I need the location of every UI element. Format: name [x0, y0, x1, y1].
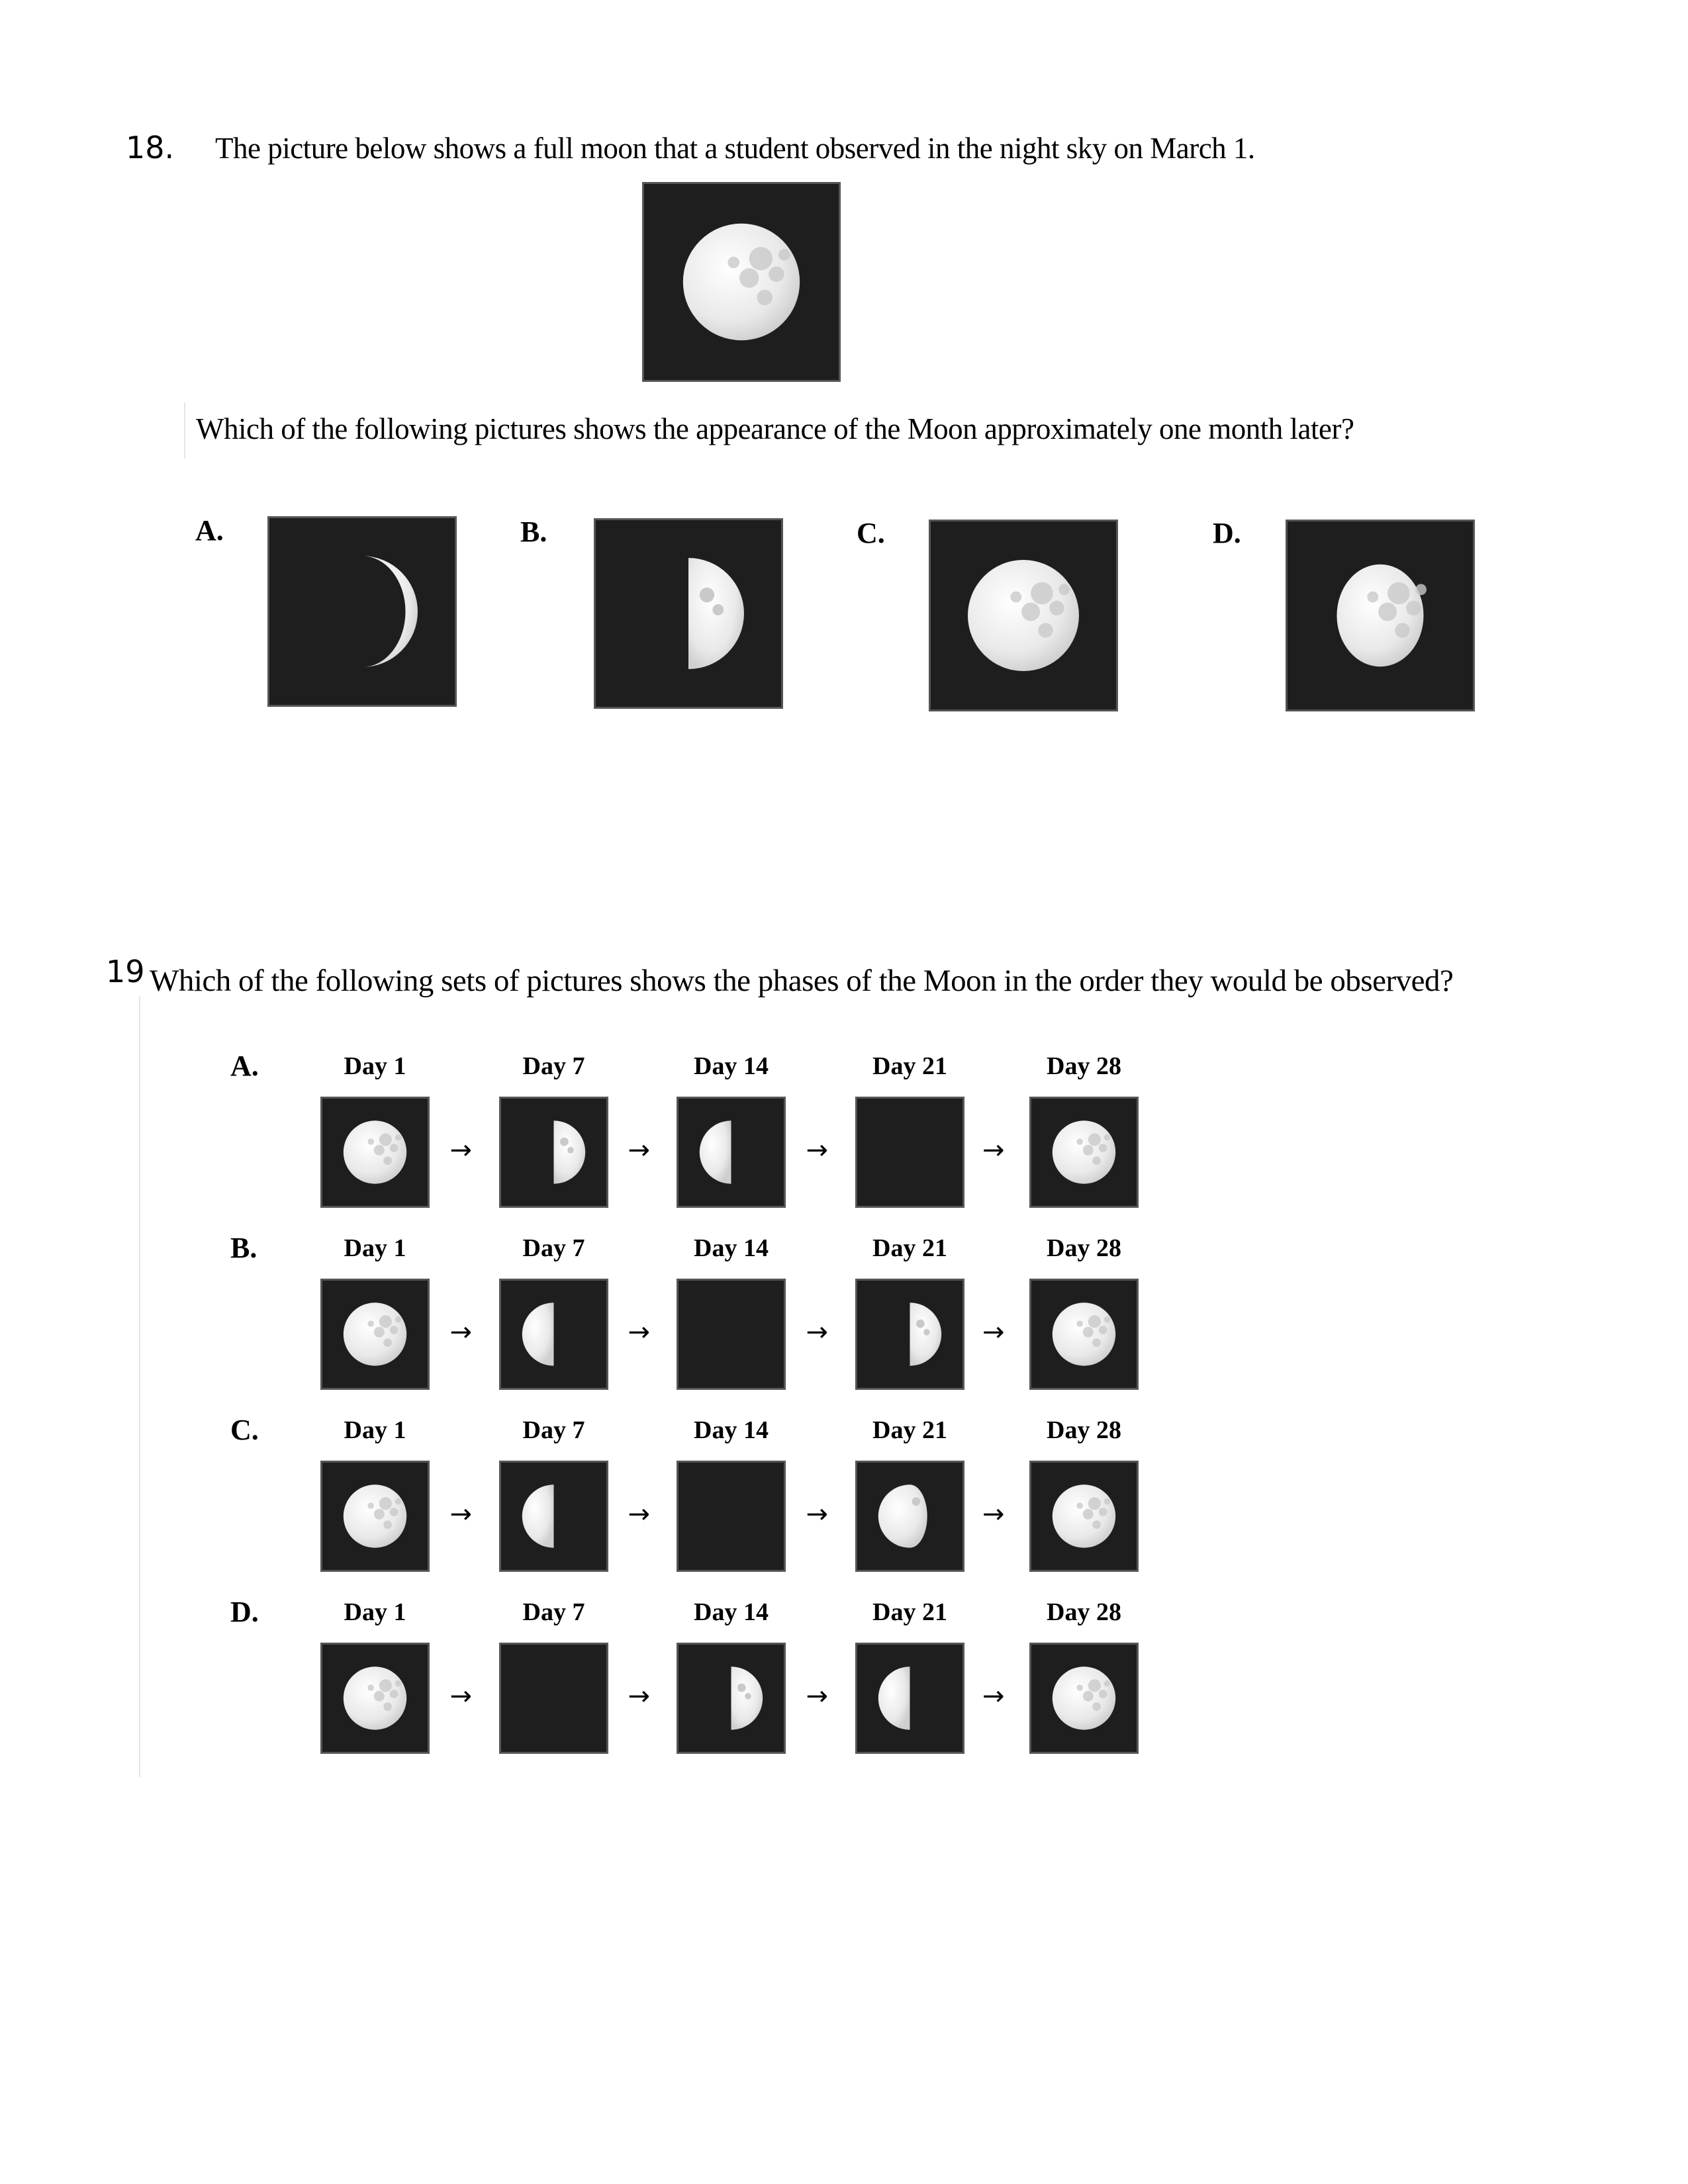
divider — [139, 996, 140, 1777]
day-label: Day 14 — [694, 1234, 769, 1262]
arrow-right-icon: → — [449, 1681, 473, 1711]
arrow-right-icon: → — [628, 1681, 651, 1711]
moon-first-quarter-icon — [679, 1645, 784, 1752]
arrow-right-icon: → — [982, 1135, 1005, 1165]
moon-phase-image — [677, 1461, 786, 1572]
day-label: Day 1 — [344, 1416, 406, 1444]
q18-reference-moon-image — [642, 182, 841, 382]
day-label: Day 1 — [344, 1234, 406, 1262]
day-label: Day 21 — [872, 1598, 947, 1626]
question-18-number: 18. — [126, 130, 175, 165]
moon-full-icon — [1031, 1645, 1137, 1752]
moon-phase-image — [677, 1097, 786, 1208]
q18-option-a-image[interactable] — [267, 516, 457, 707]
q18-option-c-label: C. — [857, 517, 885, 549]
moon-full-icon — [1031, 1099, 1137, 1206]
day-label: Day 7 — [522, 1416, 585, 1444]
moon-phase-image — [855, 1461, 964, 1572]
moon-new-icon — [857, 1099, 962, 1206]
q19-option-d-label[interactable]: D. — [230, 1596, 259, 1628]
day-label: Day 14 — [694, 1416, 769, 1444]
moon-phase-image — [677, 1279, 786, 1390]
day-label: Day 7 — [522, 1234, 585, 1262]
moon-last-quarter-icon — [501, 1463, 606, 1570]
moon-phase-image — [499, 1097, 608, 1208]
moon-phase-image — [677, 1643, 786, 1754]
day-label: Day 28 — [1047, 1052, 1121, 1080]
arrow-right-icon: → — [449, 1317, 473, 1347]
day-label: Day 21 — [872, 1052, 947, 1080]
arrow-right-icon: → — [982, 1499, 1005, 1529]
day-label: Day 21 — [872, 1416, 947, 1444]
arrow-right-icon: → — [982, 1317, 1005, 1347]
day-label: Day 28 — [1047, 1598, 1121, 1626]
moon-full-icon — [322, 1463, 428, 1570]
moon-waning-gibbous-icon — [857, 1463, 962, 1570]
moon-new-icon — [679, 1463, 784, 1570]
question-19-number: 19 — [106, 954, 145, 989]
moon-gibbous-small-icon — [1288, 522, 1473, 709]
question-18-stem: The picture below shows a full moon that a student observed in the night sky on March 1. — [215, 132, 1255, 165]
divider — [184, 402, 185, 459]
arrow-right-icon: → — [628, 1499, 651, 1529]
moon-full-icon — [644, 184, 839, 380]
q19-option-c-label[interactable]: C. — [230, 1414, 259, 1446]
arrow-right-icon: → — [449, 1499, 473, 1529]
moon-last-quarter-icon — [501, 1281, 606, 1388]
arrow-right-icon: → — [628, 1135, 651, 1165]
day-label: Day 14 — [694, 1052, 769, 1080]
day-label: Day 28 — [1047, 1234, 1121, 1262]
day-label: Day 21 — [872, 1234, 947, 1262]
day-label: Day 1 — [344, 1052, 406, 1080]
moon-phase-image — [320, 1097, 430, 1208]
arrow-right-icon: → — [449, 1135, 473, 1165]
moon-first-quarter-icon — [596, 520, 781, 707]
moon-phase-image — [855, 1097, 964, 1208]
moon-phase-image — [499, 1279, 608, 1390]
moon-phase-image — [1029, 1097, 1139, 1208]
day-label: Day 28 — [1047, 1416, 1121, 1444]
moon-new-icon — [501, 1645, 606, 1752]
moon-phase-image — [1029, 1279, 1139, 1390]
moon-new-icon — [679, 1281, 784, 1388]
moon-phase-image — [320, 1461, 430, 1572]
moon-phase-image — [855, 1279, 964, 1390]
moon-full-icon — [322, 1645, 428, 1752]
moon-last-quarter-icon — [857, 1645, 962, 1752]
moon-full-icon — [1031, 1281, 1137, 1388]
arrow-right-icon: → — [806, 1135, 829, 1165]
moon-full-icon — [322, 1281, 428, 1388]
day-label: Day 1 — [344, 1598, 406, 1626]
moon-first-quarter-icon — [857, 1281, 962, 1388]
arrow-right-icon: → — [982, 1681, 1005, 1711]
q19-option-b-label[interactable]: B. — [230, 1232, 258, 1264]
question-19-stem: Which of the following sets of pictures shows the phases of the Moon in the order they would be observed? — [150, 964, 1454, 998]
day-label: Day 7 — [522, 1052, 585, 1080]
moon-waxing-crescent-icon — [269, 518, 455, 705]
moon-phase-image — [320, 1643, 430, 1754]
moon-phase-image — [320, 1279, 430, 1390]
arrow-right-icon: → — [806, 1317, 829, 1347]
day-label: Day 7 — [522, 1598, 585, 1626]
q18-option-c-image[interactable] — [929, 520, 1118, 711]
q18-option-d-image[interactable] — [1286, 520, 1475, 711]
moon-phase-image — [1029, 1643, 1139, 1754]
q19-option-a-label[interactable]: A. — [230, 1050, 259, 1082]
moon-phase-image — [855, 1643, 964, 1754]
moon-phase-image — [499, 1643, 608, 1754]
arrow-right-icon: → — [806, 1499, 829, 1529]
q18-option-b-label: B. — [520, 516, 547, 548]
question-18-prompt: Which of the following pictures shows the appearance of the Moon approximately one month later? — [196, 412, 1354, 445]
q18-option-a-label: A. — [195, 514, 224, 547]
day-label: Day 14 — [694, 1598, 769, 1626]
moon-full-icon — [322, 1099, 428, 1206]
arrow-right-icon: → — [628, 1317, 651, 1347]
moon-full-icon — [1031, 1463, 1137, 1570]
moon-phase-image — [499, 1461, 608, 1572]
moon-last-quarter-icon — [679, 1099, 784, 1206]
moon-full-icon — [931, 522, 1116, 709]
q18-option-b-image[interactable] — [594, 518, 783, 709]
moon-phase-image — [1029, 1461, 1139, 1572]
q18-option-d-label: D. — [1213, 517, 1241, 549]
arrow-right-icon: → — [806, 1681, 829, 1711]
moon-first-quarter-icon — [501, 1099, 606, 1206]
